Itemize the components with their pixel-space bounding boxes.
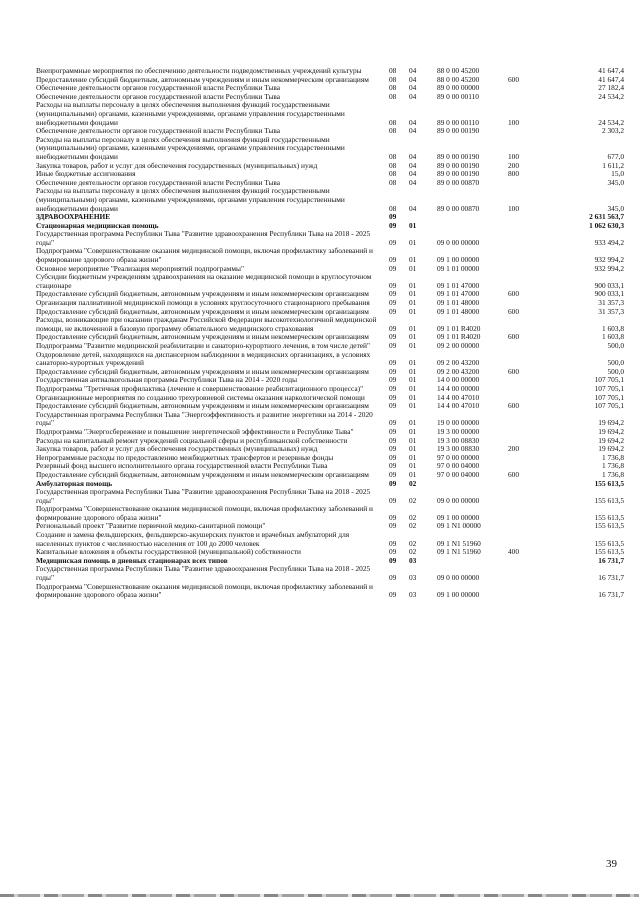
row-amount: 900 033,1 [594, 280, 624, 290]
row-target-article: 09 1 N1 00000 [437, 521, 481, 531]
row-razdel: 08 [389, 160, 397, 170]
row-name: ЗДРАВООХРАНЕНИЕ [36, 212, 111, 222]
row-target-article: 89 0 00 00000 [437, 83, 480, 93]
row-amount: 15,0 [611, 169, 624, 179]
row-target-article: 09 0 00 00000 [437, 237, 480, 247]
row-amount: 1 736,8 [601, 452, 624, 462]
row-target-article: 89 0 00 00190 [437, 160, 480, 170]
row-name: Обеспечение деятельности органов государственной власти Республики Тыва [36, 177, 281, 187]
row-target-article: 89 0 00 00110 [437, 91, 479, 101]
row-amount: 500,0 [607, 341, 624, 350]
row-target-article: 88 0 00 45200 [437, 74, 480, 84]
row-name: Государственная программа Республики Тыва "Развитие здравоохранения Республики Тыва на 2018 - 2025 годы" [36, 487, 371, 505]
row-name: Стационарная медицинская помощь [36, 220, 159, 230]
row-razdel: 08 [389, 151, 397, 161]
row-name: Государственная программа Республики Тыва "Развитие здравоохранения Республики Тыва на 2018 - 2025 годы" [36, 564, 371, 583]
row-name: Расходы на выплаты персоналу в целях обеспечения выполнения функций государственными (муниципальными) органами, казенными учреждениями, органами управления государственными внебюджетными фондами [36, 186, 345, 213]
row-podrazdel: 01 [409, 263, 417, 273]
row-podrazdel: 01 [409, 461, 417, 471]
table-row [36, 531, 624, 548]
row-target-article: 89 0 00 00190 [437, 151, 480, 161]
row-podrazdel: 04 [409, 126, 417, 136]
row-razdel: 08 [389, 66, 397, 75]
row-target-article: 09 0 00 00000 [437, 573, 480, 583]
row-expense-type: 200 [508, 444, 520, 454]
row-podrazdel: 01 [409, 306, 417, 316]
row-podrazdel: 04 [409, 83, 417, 93]
row-target-article: 19 3 00 08830 [437, 444, 480, 454]
row-amount: 19 694,2 [598, 426, 624, 436]
row-name: Предоставление субсидий бюджетным, автономным учреждениям и иным некоммерческим организациям [36, 306, 369, 316]
row-name: Региональный проект "Развитие первичной медико-санитарной помощи" [36, 521, 266, 531]
row-name: Оздоровление детей, находящихся на диспансерном наблюдении в медицинских организациях, в условиях санаторно-курортных учреждений [36, 349, 371, 368]
row-target-article: 09 1 01 47000 [437, 289, 480, 299]
row-name: Непрограммные расходы по предоставлению межбюджетных трансфертов и резервные фонды [36, 452, 334, 462]
row-podrazdel: 01 [409, 323, 417, 333]
row-podrazdel: 02 [409, 512, 417, 522]
row-podrazdel: 01 [409, 375, 417, 385]
row-razdel: 09 [389, 237, 397, 247]
row-razdel: 09 [389, 392, 397, 402]
row-amount: 27 182,4 [598, 83, 624, 93]
row-razdel: 09 [389, 573, 397, 583]
row-razdel: 09 [389, 280, 397, 290]
row-name: Подпрограмма "Третичная профилактика (лечение и совершенствование реабилитационного процесса)" [36, 383, 364, 393]
row-razdel: 09 [389, 298, 397, 308]
row-podrazdel: 01 [409, 255, 417, 265]
row-amount: 2 631 563,7 [589, 212, 624, 222]
row-podrazdel: 03 [409, 590, 417, 600]
row-amount: 155 613,5 [594, 495, 624, 505]
row-razdel: 09 [389, 512, 397, 522]
table-row [36, 230, 624, 247]
row-podrazdel: 01 [409, 435, 417, 445]
row-podrazdel: 01 [409, 280, 417, 290]
row-name: Государственная программа Республики Тыва "Энергоэффективность и развитие энергетики на 2014 - 2020 годы" [36, 409, 373, 428]
row-razdel: 09 [389, 375, 397, 385]
row-amount: 24 534,2 [598, 91, 624, 101]
row-name: Расходы, возникающие при оказании гражданам Российской Федерации высокотехнологичной медицинской помощи, не включенной в базовую программу обязательного медицинского страхования [36, 315, 377, 333]
row-name: Предоставление субсидий бюджетным, автономным учреждениям и иным некоммерческим организациям [36, 469, 369, 479]
row-amount: 932 994,2 [594, 255, 624, 265]
row-target-article: 09 1 01 R4020 [437, 323, 481, 333]
row-podrazdel: 01 [409, 366, 417, 376]
row-razdel: 08 [389, 177, 397, 187]
row-target-article: 89 0 00 00870 [437, 203, 480, 213]
row-podrazdel: 01 [409, 289, 417, 299]
row-razdel: 09 [389, 461, 397, 471]
table-row [36, 187, 624, 213]
row-podrazdel: 04 [409, 151, 417, 161]
row-razdel: 08 [389, 169, 397, 179]
row-razdel: 08 [389, 83, 397, 93]
table-row [36, 583, 624, 600]
row-name: Расходы на капитальный ремонт учреждений социальной сферы и республиканской собственности [36, 435, 348, 445]
row-target-article: 89 0 00 00110 [437, 117, 479, 127]
row-expense-type: 600 [508, 74, 520, 84]
table-row [36, 273, 624, 290]
row-podrazdel: 01 [409, 358, 417, 368]
row-name: Основное мероприятие "Реализация мероприятий подпрограммы" [36, 263, 244, 273]
page-number: 39 [606, 858, 617, 870]
row-expense-type: 100 [508, 117, 520, 127]
row-amount: 500,0 [607, 358, 624, 368]
row-razdel: 09 [389, 521, 397, 531]
row-target-article: 89 0 00 00190 [437, 126, 480, 136]
row-target-article: 14 4 00 47010 [437, 392, 480, 402]
row-razdel: 09 [389, 478, 397, 488]
row-podrazdel: 01 [409, 418, 417, 428]
row-razdel: 08 [389, 117, 397, 127]
row-name: Резервный фонд высшего исполнительного органа государственной власти Республики Тыва [36, 461, 328, 471]
table-row [36, 471, 624, 480]
row-amount: 500,0 [607, 366, 624, 376]
row-target-article: 88 0 00 45200 [437, 66, 480, 75]
row-target-article: 09 0 00 00000 [437, 495, 480, 505]
row-name: Государственная антиалкогольная программа Республики Тыва на 2014 - 2020 годы [36, 375, 298, 385]
row-amount: 24 534,2 [598, 117, 624, 127]
table-row [36, 565, 624, 582]
row-amount: 155 613,5 [594, 478, 624, 488]
row-target-article: 09 1 00 00000 [437, 255, 480, 265]
row-amount: 932 994,2 [594, 263, 624, 273]
row-name: Субсидии бюджетным учреждениям здравоохранения на оказание медицинской помощи в круглосуточном стационаре [36, 272, 372, 290]
row-podrazdel: 01 [409, 426, 417, 436]
row-name: Внепрограммные мероприятия по обеспечению деятельности подведомственных учреждений культуры [36, 66, 362, 75]
row-razdel: 09 [389, 547, 397, 557]
row-name: Обеспечение деятельности органов государственной власти Республики Тыва [36, 83, 281, 93]
row-target-article: 09 1 01 R4020 [437, 332, 481, 342]
row-razdel: 08 [389, 91, 397, 101]
row-target-article: 19 3 00 00000 [437, 426, 480, 436]
row-razdel: 09 [389, 435, 397, 445]
table-row [36, 247, 624, 264]
row-razdel: 09 [389, 366, 397, 376]
row-amount: 16 731,7 [598, 590, 624, 600]
row-razdel: 09 [389, 332, 397, 342]
row-name: Предоставление субсидий бюджетным, автономным учреждениям и иным некоммерческим организациям [36, 74, 369, 84]
row-name: Иные бюджетные ассигнования [36, 169, 136, 179]
row-podrazdel: 04 [409, 160, 417, 170]
row-name: Медицинская помощь в дневных стационарах всех типов [36, 555, 228, 565]
row-podrazdel: 01 [409, 392, 417, 402]
row-amount: 19 694,2 [598, 418, 624, 428]
row-amount: 155 613,5 [594, 547, 624, 557]
row-expense-type: 600 [508, 289, 520, 299]
row-amount: 41 647,4 [598, 66, 624, 75]
row-amount: 2 303,2 [601, 126, 624, 136]
row-podrazdel: 01 [409, 237, 417, 247]
row-name: Предоставление субсидий бюджетным, автономным учреждениям и иным некоммерческим организациям [36, 401, 369, 411]
row-podrazdel: 04 [409, 177, 417, 187]
row-target-article: 09 1 00 00000 [437, 512, 480, 522]
row-name: Закупка товаров, работ и услуг для обеспечения государственных (муниципальных) нужд [36, 160, 318, 170]
row-razdel: 09 [389, 418, 397, 428]
row-razdel: 09 [389, 426, 397, 436]
row-target-article: 19 0 00 00000 [437, 418, 480, 428]
row-podrazdel: 01 [409, 469, 417, 479]
row-podrazdel: 01 [409, 444, 417, 454]
row-amount: 31 357,3 [598, 306, 624, 316]
row-name: Обеспечение деятельности органов государственной власти Республики Тыва [36, 91, 281, 101]
row-razdel: 09 [389, 495, 397, 505]
row-name: Организация паллиативной медицинской помощи в условиях круглосуточного стационарного пребывания [36, 298, 370, 308]
row-target-article: 09 2 00 43200 [437, 366, 480, 376]
row-podrazdel: 02 [409, 521, 417, 531]
row-podrazdel: 02 [409, 547, 417, 557]
row-amount: 107 705,1 [594, 375, 624, 385]
row-expense-type: 600 [508, 332, 520, 342]
row-podrazdel: 01 [409, 220, 417, 230]
row-name: Подпрограмма "Развитие медицинской реабилитации и санаторно-курортного лечения, в том числе детей" [36, 341, 370, 350]
row-razdel: 09 [389, 555, 397, 565]
row-podrazdel: 04 [409, 203, 417, 213]
row-podrazdel: 02 [409, 538, 417, 548]
row-podrazdel: 04 [409, 66, 417, 75]
row-razdel: 09 [389, 306, 397, 316]
row-razdel: 09 [389, 444, 397, 454]
row-target-article: 09 2 00 00000 [437, 341, 480, 350]
row-razdel: 08 [389, 74, 397, 84]
row-target-article: 09 1 01 48000 [437, 306, 480, 316]
row-amount: 933 494,2 [594, 237, 624, 247]
row-target-article: 09 1 01 47000 [437, 280, 480, 290]
row-podrazdel: 01 [409, 401, 417, 411]
table-row [36, 411, 624, 428]
row-podrazdel: 04 [409, 91, 417, 101]
row-podrazdel: 03 [409, 573, 417, 583]
row-podrazdel: 04 [409, 169, 417, 179]
row-target-article: 14 4 00 47010 [437, 401, 480, 411]
row-razdel: 09 [389, 538, 397, 548]
row-amount: 1 062 630,3 [589, 220, 624, 230]
row-expense-type: 600 [508, 469, 520, 479]
row-amount: 900 033,1 [594, 289, 624, 299]
row-name: Расходы на выплаты персоналу в целях обеспечения выполнения функций государственными (муниципальными) органами, казенными учреждениями, органами управления государственными внебюджетными фондами [36, 134, 345, 161]
row-name: Подпрограмма "Совершенствование оказания медицинской помощи, включая профилактику заболеваний и формирование здорового образа жизни" [36, 581, 373, 600]
row-razdel: 09 [389, 383, 397, 393]
row-expense-type: 600 [508, 401, 520, 411]
row-podrazdel: 01 [409, 298, 417, 308]
table-row [36, 101, 624, 127]
row-target-article: 19 3 00 08830 [437, 435, 480, 445]
row-podrazdel: 01 [409, 383, 417, 393]
row-amount: 1 603,8 [601, 332, 624, 342]
scan-edge-artifact [0, 894, 639, 897]
row-podrazdel: 02 [409, 495, 417, 505]
table-row [36, 488, 624, 505]
row-name: Подпрограмма "Совершенствование оказания медицинской помощи, включая профилактику заболеваний и формирование здорового образа жизни" [36, 246, 373, 265]
row-amount: 16 731,7 [598, 573, 624, 583]
row-amount: 1 736,8 [601, 469, 624, 479]
row-expense-type: 800 [508, 169, 520, 179]
row-target-article: 09 1 01 00000 [437, 263, 480, 273]
table-row [36, 316, 624, 333]
row-amount: 16 731,7 [598, 555, 624, 565]
row-razdel: 09 [389, 401, 397, 411]
row-razdel: 09 [389, 255, 397, 265]
row-amount: 19 694,2 [598, 435, 624, 445]
row-expense-type: 600 [508, 306, 520, 316]
row-name: Обеспечение деятельности органов государственной власти Республики Тыва [36, 126, 281, 136]
row-expense-type: 200 [508, 160, 520, 170]
row-target-article: 09 1 N1 51960 [437, 547, 481, 557]
row-podrazdel: 02 [409, 478, 417, 488]
row-amount: 19 694,2 [598, 444, 624, 454]
row-amount: 41 647,4 [598, 74, 624, 84]
row-amount: 345,0 [607, 203, 624, 213]
row-razdel: 08 [389, 126, 397, 136]
row-podrazdel: 01 [409, 452, 417, 462]
row-amount: 155 613,5 [594, 521, 624, 531]
row-name: Предоставление субсидий бюджетным, автономным учреждениям и иным некоммерческим организациям [36, 366, 369, 376]
row-razdel: 09 [389, 323, 397, 333]
row-amount: 155 613,5 [594, 538, 624, 548]
row-podrazdel: 04 [409, 74, 417, 84]
row-razdel: 09 [389, 452, 397, 462]
row-amount: 345,0 [607, 177, 624, 187]
row-razdel: 09 [389, 469, 397, 479]
row-expense-type: 400 [508, 547, 520, 557]
row-amount: 1 611,2 [602, 160, 624, 170]
row-razdel: 09 [389, 212, 397, 222]
row-name: Расходы на выплаты персоналу в целях обеспечения выполнения функций государственными (муниципальными) органами, казенными учреждениями, органами управления государственными внебюджетными фондами [36, 100, 345, 127]
row-razdel: 09 [389, 263, 397, 273]
row-expense-type: 100 [508, 203, 520, 213]
row-amount: 107 705,1 [594, 392, 624, 402]
row-target-article: 09 2 00 43200 [437, 358, 480, 368]
row-name: Предоставление субсидий бюджетным, автономным учреждениям и иным некоммерческим организациям [36, 289, 369, 299]
row-amount: 31 357,3 [598, 298, 624, 308]
row-target-article: 97 0 00 00000 [437, 452, 480, 462]
row-target-article: 14 0 00 00000 [437, 375, 480, 385]
row-amount: 1 736,8 [601, 461, 624, 471]
row-podrazdel: 01 [409, 341, 417, 350]
table-row [36, 136, 624, 162]
row-amount: 155 613,5 [594, 512, 624, 522]
row-name: Подпрограмма "Совершенствование оказания медицинской помощи, включая профилактику заболеваний и формирование здорового образа жизни" [36, 504, 373, 522]
row-target-article: 89 0 00 00190 [437, 169, 480, 179]
row-target-article: 09 1 00 00000 [437, 590, 480, 600]
row-target-article: 89 0 00 00870 [437, 177, 480, 187]
row-target-article: 09 1 N1 51960 [437, 538, 481, 548]
row-name: Создание и замена фельдшерских, фельдшерско-акушерских пунктов и врачебных амбулаторий для населенных пунктов с численностью населения от 100 до 2000 человек [36, 530, 350, 548]
row-amount: 1 603,8 [601, 323, 624, 333]
row-name: Государственная программа Республики Тыва "Развитие здравоохранения Республики Тыва на 2018 - 2025 годы" [36, 229, 371, 247]
budget-table [36, 67, 624, 600]
row-name: Закупка товаров, работ и услуг для обеспечения государственных (муниципальных) нужд [36, 444, 318, 454]
row-name: Предоставление субсидий бюджетным, автономным учреждениям и иным некоммерческим организациям [36, 332, 369, 342]
row-name: Капитальные вложения в объекты государственной (муниципальной) собственности [36, 547, 301, 557]
row-podrazdel: 04 [409, 117, 417, 127]
row-target-article: 09 1 01 48000 [437, 298, 480, 308]
row-name: Подпрограмма "Энергосбережение и повышение энергетической эффективности в Республике Тыва" [36, 426, 354, 436]
row-razdel: 09 [389, 220, 397, 230]
row-razdel: 08 [389, 203, 397, 213]
row-podrazdel: 01 [409, 332, 417, 342]
row-razdel: 09 [389, 590, 397, 600]
row-razdel: 09 [389, 358, 397, 368]
row-target-article: 14 4 00 00000 [437, 383, 480, 393]
row-name: Организационные мероприятия по созданию трехуровневой системы оказания наркологической помощи [36, 392, 365, 402]
row-expense-type: 600 [508, 366, 520, 376]
row-name: Амбулаторная помощь [36, 478, 113, 488]
row-expense-type: 100 [508, 151, 520, 161]
row-razdel: 09 [389, 341, 397, 350]
row-amount: 677,0 [607, 151, 624, 161]
row-target-article: 97 0 00 04000 [437, 461, 480, 471]
row-razdel: 09 [389, 289, 397, 299]
row-target-article: 97 0 00 04000 [437, 469, 480, 479]
table-row [36, 351, 624, 368]
table-row [36, 505, 624, 522]
row-podrazdel: 03 [409, 555, 417, 565]
row-amount: 107 705,1 [594, 401, 624, 411]
row-amount: 107 705,1 [594, 383, 624, 393]
